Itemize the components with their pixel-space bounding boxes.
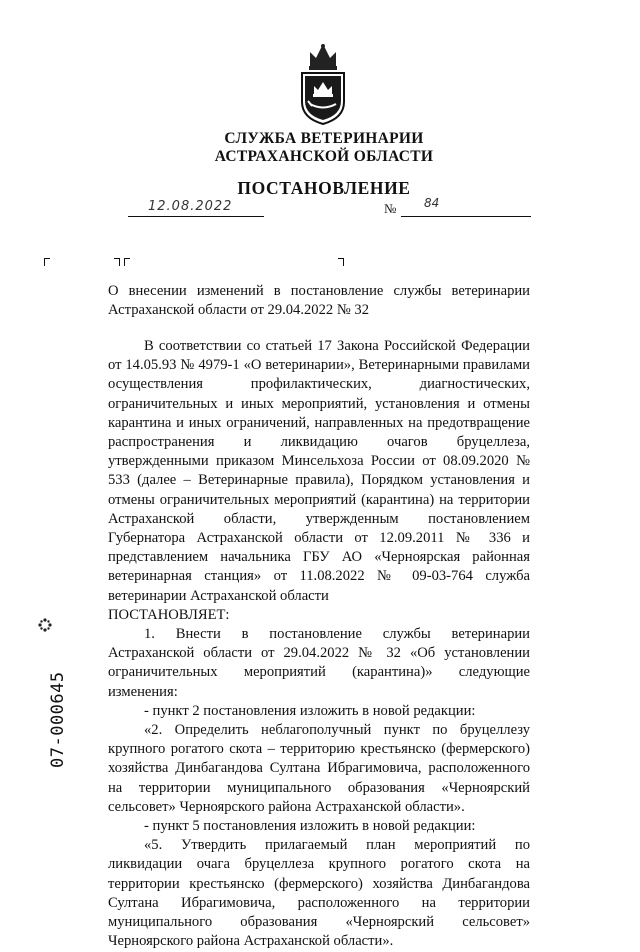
coat-of-arms-icon [296,40,350,126]
document-type-title: ПОСТАНОВЛЕНИЕ [237,178,411,198]
number-underline [401,198,531,217]
bullet-point-5-paragraph: - пункт 5 постановления изложить в новой редакции: [144,818,476,835]
corner-bracket [124,258,130,266]
document-subject: О внесении изменений в постановление службы ветеринарии Астраханской области от 29.04.2022 № 32 [108,283,530,318]
document-body [108,337,530,952]
handwritten-date: 12.08.2022 [148,199,233,214]
preamble-paragraph: В соответствии со статьей 17 Закона Российской Федерации от 14.05.93 № 4979-1 «О ветеринарии», Ветеринарными правилами осуществления профилактических, диагностических, ограничительных и иных мероприятий, установления и отмены карантина и иных ограничений, направленных на предотвращение распространения и ликвидацию очагов бруцеллеза, утвержденными приказом Минсельхоза России от 08.09.2020 № 533 (далее – Ветеринарные правила), Порядком установления и отмены ограничительных мероприятий (карантина) на территории Астраханской области, утвержденным постановлением Губернатора Астраханской области от 12.09.2011 № 336 и представлением начальника ГБУ АО «Черноярская районная ветеринарная станция» от 11.08.2022 № 09-03-764 служба ветеринарии Астраханской области [108,338,530,604]
asterisk-mark-icon [38,618,52,632]
resolve-heading: ПОСТАНОВЛЯЕТ: [108,606,230,623]
corner-bracket [44,258,50,266]
corner-bracket [114,258,120,266]
registration-number-vertical: 07-000645 [48,671,68,768]
quoted-item-2-paragraph: «2. Определить неблагополучный пункт по бруцеллезу крупного рогатого скота – территорию крестьянско (фермерского) хозяйства Динбагандова Султана Ибрагимовича, расположенного на территории муниципального образования «Черноярский сельсовет» Черноярского района Астраханской области». [108,722,530,815]
handwritten-number: 84 [424,196,440,210]
item-1-paragraph: 1. Внести в постановление службы ветеринарии Астраханской области от 29.04.2022 № 32 «Об установлении ограничительных мероприятий (карантина)» следующие изменения: [108,626,530,700]
org-name-line-1: СЛУЖБА ВЕТЕРИНАРИИ [224,130,424,147]
corner-bracket [338,258,344,266]
quoted-item-5-paragraph: «5. Утвердить прилагаемый план мероприятий по ликвидации очага бруцеллеза крупного рогатого скота на территории крестьянско (фермерского) хозяйства Динбагандова Султана Ибрагимовича, расположенного на территории муниципального образования «Черноярский сельсовет» Черноярского района Астраханской области». [108,837,530,950]
org-name-line-2: АСТРАХАНСКОЙ ОБЛАСТИ [214,148,434,165]
number-label: № [384,201,397,216]
bullet-point-2-paragraph: - пункт 2 постановления изложить в новой редакции: [144,702,476,719]
